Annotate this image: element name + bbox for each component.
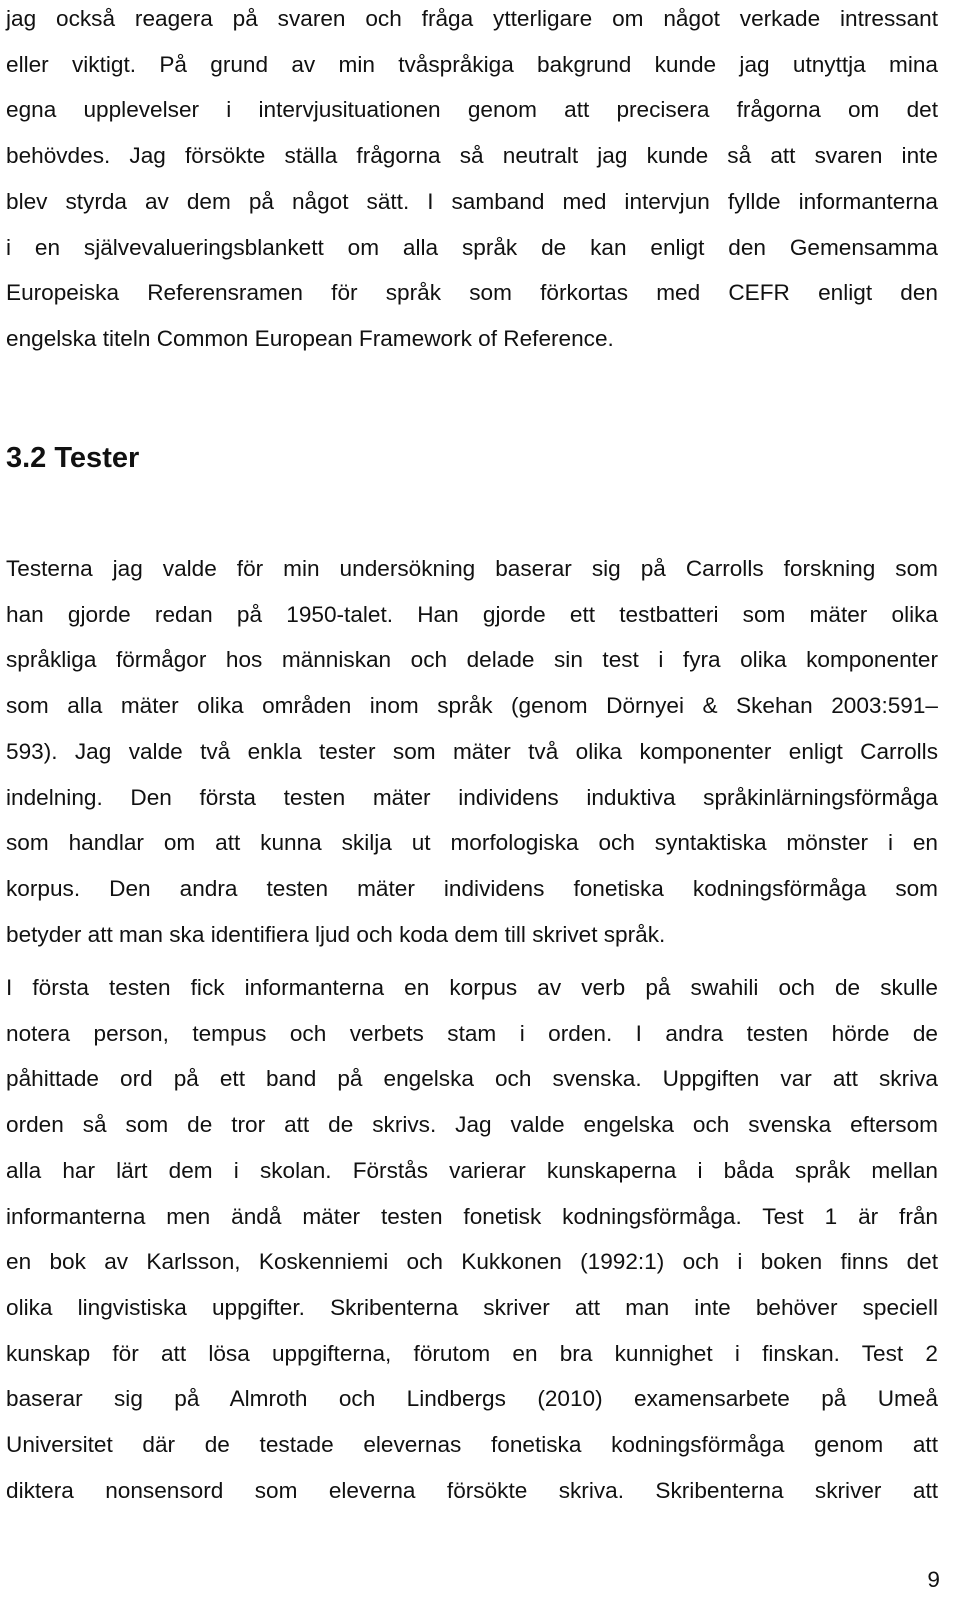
text-line: notera person, tempus och verbets stam i orden. I andra testen hörde de	[6, 1020, 938, 1046]
text-line: engelska titeln Common European Framework of Reference.	[6, 325, 614, 351]
text-line: påhittade ord på ett band på engelska och svenska. Uppgiften var att skriva	[6, 1066, 938, 1092]
text-line: Testerna jag valde för min undersökning baserar sig på Carrolls forskning som	[6, 556, 938, 581]
text-line: baserar sig på Almroth och Lindbergs (2010) examensarbete på Umeå	[6, 1386, 938, 1412]
text-line: olika lingvistiska uppgifter. Skribenterna skriver att man inte behöver speciell	[6, 1294, 938, 1320]
text-line: han gjorde redan på 1950-talet. Han gjorde ett testbatteri som mäter olika	[6, 601, 938, 627]
text-line: korpus. Den andra testen mäter individens fonetiska kodningsförmåga som	[6, 875, 938, 901]
text-line: eller viktigt. På grund av min tvåspråkiga bakgrund kunde jag utnyttja mina	[6, 51, 938, 77]
text-line: kunskap för att lösa uppgifterna, förutom en bra kunnighet i finskan. Test 2	[6, 1340, 938, 1366]
text-line: som alla mäter olika områden inom språk (genom Dörnyei & Skehan 2003:591–	[6, 693, 938, 719]
text-line: språkliga förmågor hos människan och delade sin test i fyra olika komponenter	[6, 647, 938, 673]
text-line: en bok av Karlsson, Koskenniemi och Kukkonen (1992:1) och i boken finns det	[6, 1249, 938, 1275]
body-paragraph-tests-details	[6, 965, 938, 1513]
text-line: 593). Jag valde två enkla tester som mäter två olika komponenter enligt Carrolls	[6, 738, 938, 764]
section-heading: 3.2 Tester	[6, 442, 140, 474]
text-line: I första testen fick informanterna en korpus av verb på swahili och de skulle	[6, 975, 938, 1000]
page-number: 9	[927, 1567, 940, 1592]
text-line: Universitet där de testade elevernas fonetiska kodningsförmåga genom att	[6, 1432, 938, 1458]
body-paragraph-interview	[6, 0, 938, 362]
text-line: informanterna men ändå mäter testen fonetisk kodningsförmåga. Test 1 är från	[6, 1203, 938, 1229]
text-line: blev styrda av dem på något sätt. I samband med intervjun fyllde informanterna	[6, 188, 938, 214]
text-line: i en självevalueringsblankett om alla språk de kan enligt den Gemensamma	[6, 234, 938, 260]
text-line: jag också reagera på svaren och fråga ytterligare om något verkade intressant	[6, 6, 938, 31]
text-line: diktera nonsensord som eleverna försökte skriva. Skribenterna skriver att	[6, 1477, 938, 1503]
text-line: alla har lärt dem i skolan. Förstås varierar kunskaperna i båda språk mellan	[6, 1157, 938, 1183]
text-line: egna upplevelser i intervjusituationen genom att precisera frågorna om det	[6, 97, 938, 123]
text-line: Europeiska Referensramen för språk som förkortas med CEFR enligt den	[6, 280, 938, 306]
text-line: betyder att man ska identifiera ljud och koda dem till skrivet språk.	[6, 921, 666, 947]
text-line: som handlar om att kunna skilja ut morfologiska och syntaktiska mönster i en	[6, 830, 938, 856]
text-line: indelning. Den första testen mäter individens induktiva språkinlärningsförmåga	[6, 784, 938, 810]
body-paragraph-tests-intro	[6, 546, 938, 957]
text-line: behövdes. Jag försökte ställa frågorna så neutralt jag kunde så att svaren inte	[6, 143, 938, 169]
text-line: orden så som de tror att de skrivs. Jag valde engelska och svenska eftersom	[6, 1112, 938, 1138]
